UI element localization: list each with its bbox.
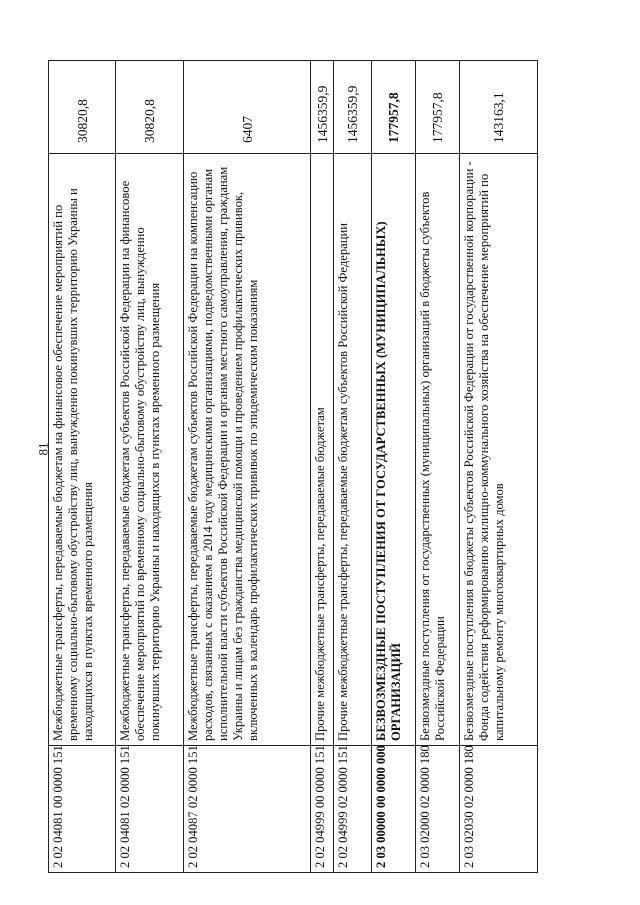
row-code: 2 02 04081 02 0000 151: [116, 746, 184, 873]
page-number: 81: [35, 442, 51, 456]
row-amount: 177957,8: [372, 61, 416, 154]
row-description: Безвозмездные поступления от государственных (муниципальных) организаций в бюджеты субъектов Российской Федерации: [416, 154, 460, 746]
row-code: 2 03 02000 02 0000 180: [416, 746, 460, 873]
row-description: БЕЗВОЗМЕЗДНЫЕ ПОСТУПЛЕНИЯ ОТ ГОСУДАРСТВЕННЫХ (МУНИЦИПАЛЬНЫХ) ОРГАНИЗАЦИЙ: [372, 154, 416, 746]
row-description: Межбюджетные трансферты, передаваемые бюджетам субъектов Российской Федерации на компенсацию расходов, связанных с оказанием в 2014 году медицинскими организациями, подведомственными органам исполнительной власти субъектов Российской Федерации и органам местного самоуправления, гражданам Украины и лицам без гражданства медицинской помощи и проведением профилактических прививок, включенных в календарь профилактических прививок по эпидемическим показаниям: [184, 154, 311, 746]
row-code: 2 02 04999 02 0000 151: [334, 746, 372, 873]
row-description: Прочие межбюджетные трансферты, передаваемые бюджетам: [311, 154, 334, 746]
budget-table: [48, 60, 538, 873]
table-row: [460, 61, 538, 873]
table-row: [311, 61, 334, 873]
row-description: Межбюджетные трансферты, передаваемые бюджетам субъектов Российской Федерации на финансовое обеспечение мероприятий по временному социально-бытовому обустройству лиц, вынужденно покинувших территорию Украины и находящихся в пунктах временного размещения: [116, 154, 184, 746]
row-description: Прочие межбюджетные трансферты, передаваемые бюджетам субъектов Российской Федерации: [334, 154, 372, 746]
row-code: 2 03 00000 00 0000 000: [372, 746, 416, 873]
row-code: 2 02 04999 00 0000 151: [311, 746, 334, 873]
row-code: 2 02 04081 00 0000 151: [49, 746, 116, 873]
table-row: [372, 61, 416, 873]
row-amount: 1456359,9: [334, 61, 372, 154]
row-code: 2 02 04087 02 0000 151: [184, 746, 311, 873]
table-row: [416, 61, 460, 873]
rotated-page-content: [48, 60, 608, 873]
row-amount: 177957,8: [416, 61, 460, 154]
table-row: [334, 61, 372, 873]
table-row: [184, 61, 311, 873]
table-row: [49, 61, 116, 873]
row-amount: 6407: [184, 61, 311, 154]
row-amount: 1456359,9: [311, 61, 334, 154]
table-row: [116, 61, 184, 873]
row-amount: 30820,8: [49, 61, 116, 154]
row-description: Межбюджетные трансферты, передаваемые бюджетам на финансовое обеспечение мероприятий по временному социально-бытовому обустройству лиц, вынужденно покинувших территорию Украины и находящихся в пунктах временного размещения: [49, 154, 116, 746]
row-code: 2 03 02030 02 0000 180: [460, 746, 538, 873]
row-description: Безвозмездные поступления в бюджеты субъектов Российской Федерации от государственной корпорации - Фонда содействия реформированию жилищно-коммунального хозяйства на обеспечение мероприятий по капитальному ремонту многоквартирных домов: [460, 154, 538, 746]
row-amount: 143163,1: [460, 61, 538, 154]
row-amount: 30820,8: [116, 61, 184, 154]
